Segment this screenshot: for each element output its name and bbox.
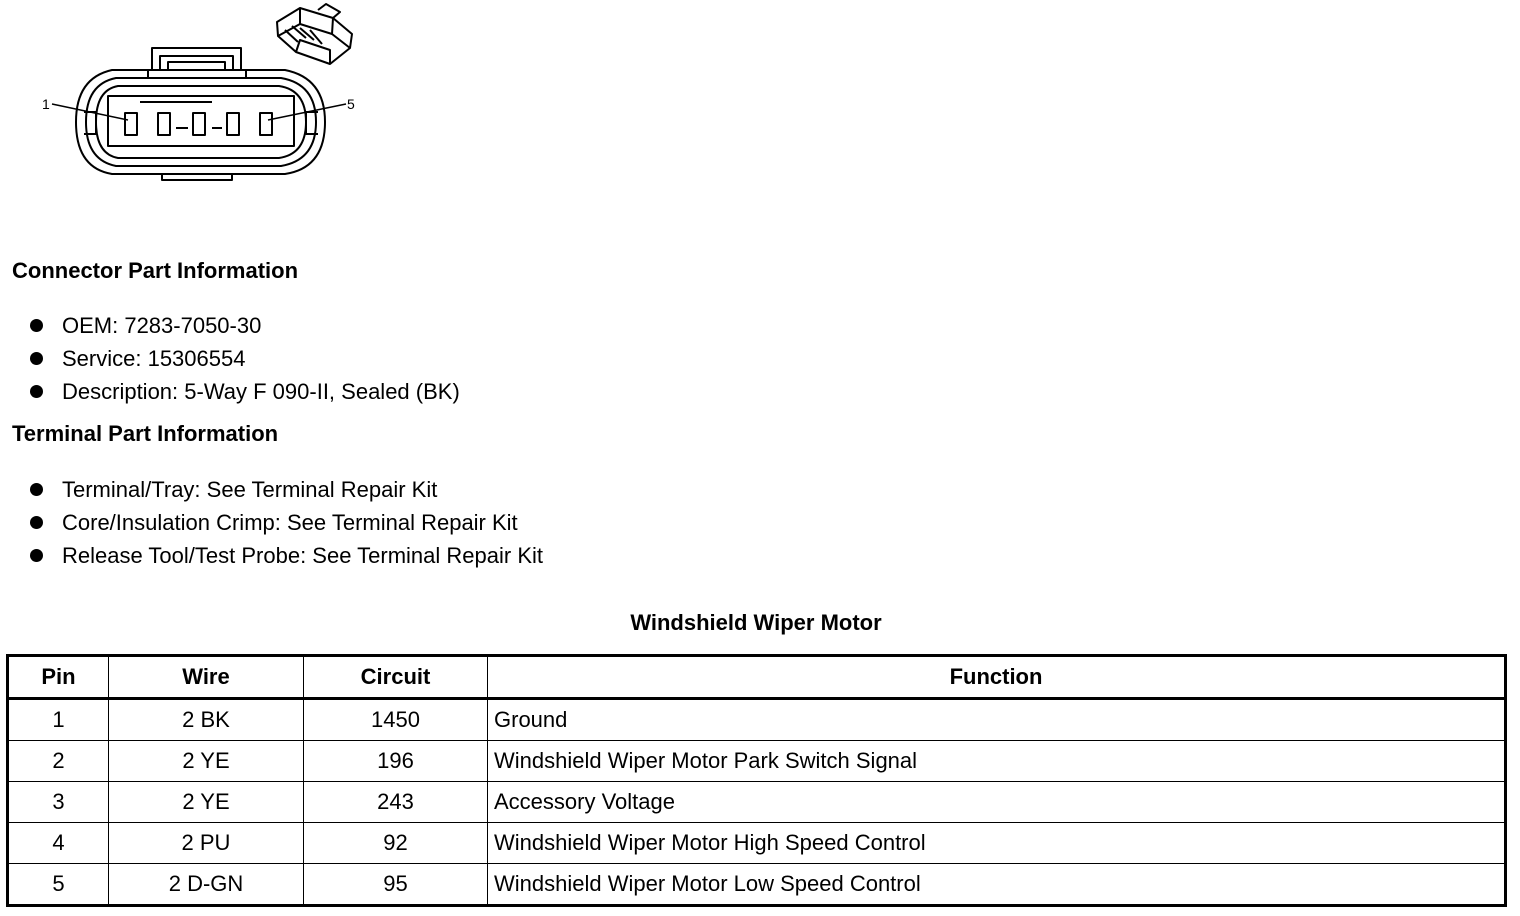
bullet-icon [30, 319, 43, 332]
list-item [28, 539, 543, 572]
cell-function: Windshield Wiper Motor Park Switch Signal [488, 741, 1506, 782]
table-row [8, 823, 1506, 864]
connector-part-info-heading: Connector Part Information [12, 258, 299, 283]
connector-diagram [0, 0, 380, 200]
cell-function: Ground [488, 699, 1506, 741]
column-header-pin: Pin [8, 656, 109, 699]
list-item-text: Core/Insulation Crimp: See Terminal Repair Kit [62, 510, 518, 535]
terminal-part-info-list [28, 473, 543, 572]
pin-cavities [125, 102, 272, 135]
cell-pin: 1 [8, 699, 109, 741]
list-item [28, 309, 460, 342]
cell-circuit: 243 [304, 782, 488, 823]
bullet-icon [30, 516, 43, 529]
list-item [28, 375, 460, 408]
column-header-wire: Wire [109, 656, 304, 699]
list-item-text: Release Tool/Test Probe: See Terminal Repair Kit [62, 543, 543, 568]
table-header-row [8, 656, 1506, 699]
list-item [28, 473, 543, 506]
list-item-text: OEM: 7283-7050-30 [62, 313, 262, 338]
bullet-icon [30, 385, 43, 398]
cell-circuit: 1450 [304, 699, 488, 741]
cell-circuit: 95 [304, 864, 488, 906]
terminal-part-info-heading: Terminal Part Information [12, 421, 279, 446]
table-title: Windshield Wiper Motor [630, 610, 882, 635]
cell-wire: 2 YE [109, 782, 304, 823]
table-row [8, 782, 1506, 823]
cell-pin: 2 [8, 741, 109, 782]
table-row [8, 864, 1506, 906]
table-row [8, 741, 1506, 782]
connector-part-info-list [28, 309, 460, 408]
cell-pin: 5 [8, 864, 109, 906]
list-item-text: Terminal/Tray: See Terminal Repair Kit [62, 477, 438, 502]
cell-pin: 3 [8, 782, 109, 823]
list-item-text: Service: 15306554 [62, 346, 246, 371]
cell-wire: 2 PU [109, 823, 304, 864]
cell-circuit: 196 [304, 741, 488, 782]
bullet-icon [30, 483, 43, 496]
list-item [28, 342, 460, 375]
cell-function: Accessory Voltage [488, 782, 1506, 823]
column-header-function: Function [488, 656, 1506, 699]
column-header-circuit: Circuit [304, 656, 488, 699]
list-item [28, 506, 543, 539]
cell-wire: 2 D-GN [109, 864, 304, 906]
cell-circuit: 92 [304, 823, 488, 864]
cell-wire: 2 BK [109, 699, 304, 741]
cell-function: Windshield Wiper Motor Low Speed Control [488, 864, 1506, 906]
pin-1-leader [52, 104, 128, 120]
connector-thumbnail [277, 4, 352, 64]
table-row [8, 699, 1506, 741]
cell-pin: 4 [8, 823, 109, 864]
pin-5-label: 5 [347, 96, 355, 112]
pinout-table [6, 654, 1507, 907]
bullet-icon [30, 352, 43, 365]
pin-1-label: 1 [42, 96, 50, 112]
bullet-icon [30, 549, 43, 562]
cell-wire: 2 YE [109, 741, 304, 782]
list-item-text: Description: 5-Way F 090-II, Sealed (BK) [62, 379, 460, 404]
cell-function: Windshield Wiper Motor High Speed Control [488, 823, 1506, 864]
